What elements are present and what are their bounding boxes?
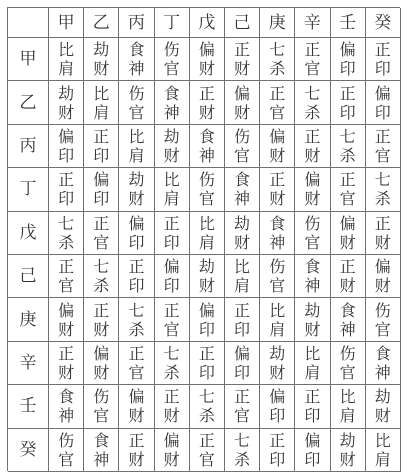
table-cell: 偏 印: [295, 429, 330, 472]
table-cell: 正 官: [49, 255, 84, 298]
table-cell: 劫 财: [119, 168, 154, 211]
table-cell: 伤 官: [260, 255, 295, 298]
table-cell: 偏 印: [84, 168, 119, 211]
table-cell: 七 杀: [366, 168, 401, 211]
table-cell: 偏 财: [119, 385, 154, 428]
table-cell: 食 神: [366, 342, 401, 385]
column-header: 丁: [155, 8, 190, 38]
table-cell: 正 印: [84, 125, 119, 168]
table-cell: 正 印: [260, 429, 295, 472]
table-cell: 偏 财: [260, 125, 295, 168]
row-header: 癸: [8, 429, 49, 472]
table-cell: 偏 财: [366, 255, 401, 298]
table-cell: 偏 印: [119, 212, 154, 255]
table-cell: 七 杀: [155, 342, 190, 385]
table-cell: 正 印: [295, 385, 330, 428]
table-cell: 偏 财: [84, 342, 119, 385]
table-cell: 七 杀: [190, 385, 225, 428]
table-cell: 正 印: [155, 212, 190, 255]
column-header: 壬: [331, 8, 366, 38]
table-cell: 正 官: [366, 125, 401, 168]
table-cell: 正 印: [225, 298, 260, 341]
table-cell: 食 神: [49, 385, 84, 428]
column-header: 乙: [84, 8, 119, 38]
table-cell: 正 财: [190, 81, 225, 124]
table-cell: 正 印: [366, 38, 401, 81]
table-cell: 伤 官: [119, 81, 154, 124]
column-header: 甲: [49, 8, 84, 38]
table-cell: 偏 印: [260, 385, 295, 428]
table-cell: 比 肩: [225, 255, 260, 298]
row-header: 庚: [8, 298, 49, 341]
table-cell: 正 财: [295, 125, 330, 168]
ten-gods-table: [7, 7, 400, 471]
table-cell: 食 神: [295, 255, 330, 298]
table-cell: 七 杀: [225, 429, 260, 472]
column-header: 庚: [260, 8, 295, 38]
table-cell: 劫 财: [190, 255, 225, 298]
table-cell: 正 官: [225, 385, 260, 428]
table-cell: 七 杀: [84, 255, 119, 298]
column-header: 戊: [190, 8, 225, 38]
table-cell: 正 印: [49, 168, 84, 211]
table-cell: 偏 印: [366, 81, 401, 124]
table-cell: 比 肩: [190, 212, 225, 255]
table-cell: 伤 官: [331, 342, 366, 385]
table-cell: 正 官: [260, 81, 295, 124]
table-cell: 比 肩: [260, 298, 295, 341]
table-cell: 伤 官: [366, 298, 401, 341]
table-cell: 劫 财: [155, 125, 190, 168]
table-cell: 比 肩: [295, 342, 330, 385]
table-cell: 偏 财: [295, 168, 330, 211]
table-cell: 食 神: [225, 168, 260, 211]
column-header: 癸: [366, 8, 401, 38]
column-header: 丙: [119, 8, 154, 38]
table-cell: 正 财: [84, 298, 119, 341]
table-cell: 偏 印: [225, 342, 260, 385]
row-header: 丙: [8, 125, 49, 168]
table-cell: 正 官: [119, 342, 154, 385]
table-cell: 劫 财: [225, 212, 260, 255]
column-header: 辛: [295, 8, 330, 38]
table-cell: 正 官: [155, 298, 190, 341]
table-cell: 劫 财: [49, 81, 84, 124]
column-header: 己: [225, 8, 260, 38]
table-cell: 正 财: [225, 38, 260, 81]
table-cell: 比 肩: [366, 429, 401, 472]
table-cell: 偏 财: [155, 429, 190, 472]
table-cell: 食 神: [190, 125, 225, 168]
table-cell: 正 官: [190, 429, 225, 472]
table-cell: 食 神: [155, 81, 190, 124]
table-cell: 正 官: [84, 212, 119, 255]
table-cell: 比 肩: [155, 168, 190, 211]
table-cell: 七 杀: [119, 298, 154, 341]
table-cell: 伤 官: [190, 168, 225, 211]
table-cell: 正 财: [49, 342, 84, 385]
table-cell: 食 神: [260, 212, 295, 255]
row-header: 丁: [8, 168, 49, 211]
table-cell: 偏 财: [331, 212, 366, 255]
table-cell: 偏 印: [49, 125, 84, 168]
table-cell: 七 杀: [295, 81, 330, 124]
table-cell: 伤 官: [225, 125, 260, 168]
table-cell: 劫 财: [295, 298, 330, 341]
table-cell: 正 印: [331, 81, 366, 124]
table-cell: 食 神: [84, 429, 119, 472]
table-cell: 偏 印: [331, 38, 366, 81]
table-cell: 正 财: [155, 385, 190, 428]
table-cell: 伤 官: [49, 429, 84, 472]
row-header: 己: [8, 255, 49, 298]
table-cell: 七 杀: [260, 38, 295, 81]
table-cell: 正 财: [366, 212, 401, 255]
table-cell: 正 财: [331, 255, 366, 298]
row-header: 乙: [8, 81, 49, 124]
table-cell: 偏 印: [190, 298, 225, 341]
table-cell: 偏 财: [225, 81, 260, 124]
table-cell: 正 印: [119, 255, 154, 298]
table-cell: 劫 财: [366, 385, 401, 428]
table-cell: 七 杀: [331, 125, 366, 168]
table-cell: 食 神: [119, 38, 154, 81]
table-cell: 比 肩: [119, 125, 154, 168]
table-cell: 劫 财: [260, 342, 295, 385]
table-cell: 七 杀: [49, 212, 84, 255]
table-cell: 比 肩: [84, 81, 119, 124]
table-cell: 伤 官: [295, 212, 330, 255]
table-cell: 正 印: [190, 342, 225, 385]
table-cell: 比 肩: [331, 385, 366, 428]
row-header: 甲: [8, 38, 49, 81]
table-cell: 正 财: [260, 168, 295, 211]
row-header: 壬: [8, 385, 49, 428]
row-header: 戊: [8, 212, 49, 255]
table-cell: 比 肩: [49, 38, 84, 81]
table-cell: 劫 财: [331, 429, 366, 472]
table-cell: 正 官: [295, 38, 330, 81]
table-cell: 偏 财: [49, 298, 84, 341]
table-cell: 正 官: [331, 168, 366, 211]
table-cell: 伤 官: [155, 38, 190, 81]
table-cell: 食 神: [331, 298, 366, 341]
table-corner: [8, 8, 49, 38]
table-cell: 劫 财: [84, 38, 119, 81]
table-cell: 偏 财: [190, 38, 225, 81]
table-cell: 伤 官: [84, 385, 119, 428]
table-cell: 偏 印: [155, 255, 190, 298]
table-cell: 正 财: [119, 429, 154, 472]
row-header: 辛: [8, 342, 49, 385]
